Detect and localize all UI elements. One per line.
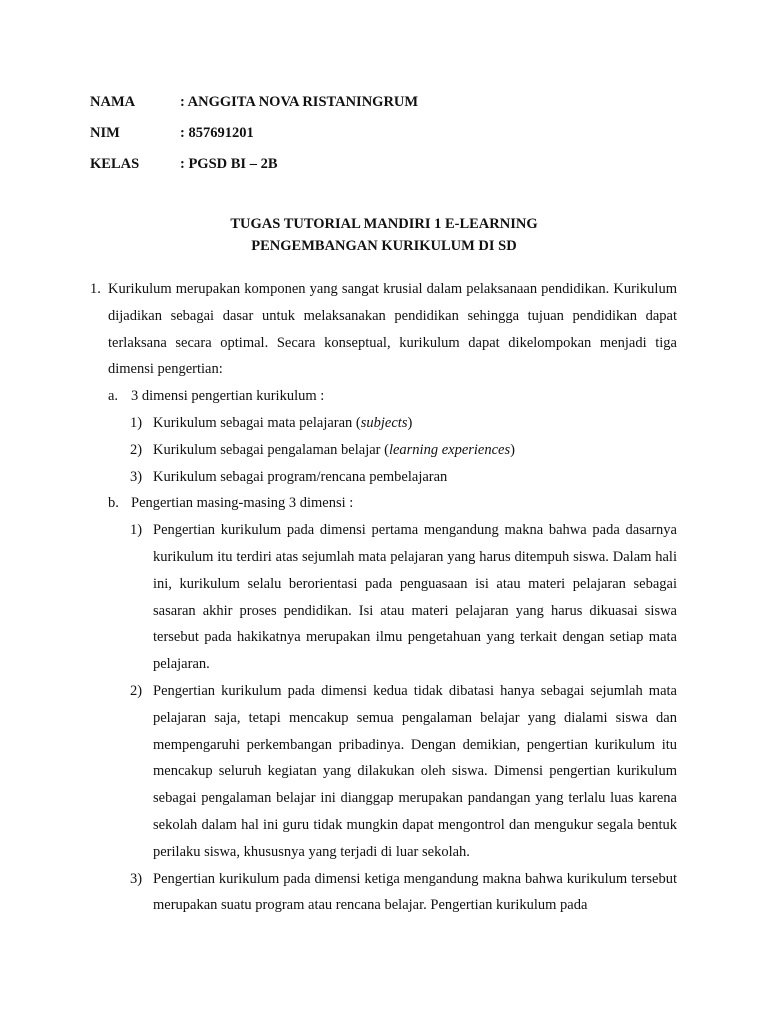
document-title-line-2: PENGEMBANGAN KURIKULUM DI SD	[251, 238, 517, 254]
class-label: KELAS	[90, 156, 140, 172]
point-b-2	[90, 678, 677, 866]
name-label: NAMA	[90, 94, 136, 110]
point-a-2	[90, 437, 677, 464]
sub-item-b	[90, 490, 677, 517]
list-number: 1.	[90, 281, 101, 297]
point-number: 1)	[130, 522, 143, 539]
nim-value: : 857691201	[180, 125, 254, 141]
point-italic: learning experiences	[388, 441, 511, 458]
point-text: Kurikulum sebagai mata pelajaran (	[153, 414, 361, 431]
identity-row-class	[90, 154, 418, 185]
point-text-end: )	[407, 414, 413, 431]
sub-letter: b.	[108, 495, 119, 512]
document-title-line-1: TUGAS TUTORIAL MANDIRI 1 E-LEARNING	[230, 216, 538, 232]
point-italic: subjects	[360, 414, 408, 431]
paragraph-text: Kurikulum merupakan komponen yang sangat krusial dalam pelaksanaan pendidikan. Kurikulum dijadikan sebagai dasar untuk melaksanakan pendidikan sehingga tujuan pendidikan dapat terlaksana secara optimal. Secara konseptual, kurikulum dapat dikelompokan menjadi tiga dimensi pengertian:	[108, 281, 677, 378]
point-text: Kurikulum sebagai program/rencana pembelajaran	[153, 468, 448, 485]
point-number: 3)	[130, 468, 143, 485]
list-item-1	[90, 276, 677, 383]
sub-item-text: 3 dimensi pengertian kurikulum :	[131, 388, 325, 405]
point-b-1	[90, 517, 677, 678]
sub-item-text: Pengertian masing-masing 3 dimensi :	[131, 495, 354, 512]
point-number: 2)	[130, 682, 143, 699]
nim-label: NIM	[90, 125, 120, 141]
sub-item-a	[90, 383, 677, 410]
point-text: Pengertian kurikulum pada dimensi kedua tidak dibatasi hanya sebagai sejumlah mata pelajaran saja, tetapi mencakup semua pengalaman belajar yang dialami siswa dan mempengaruhi perkembangan pribadinya. Dengan demikian, pengertian kurikulum itu mencakup seluruh kegiatan yang dilakukan oleh siswa. Dimensi pengertian kurikulum sebagai pengalaman belajar ini dianggap merupakan pandangan yang terlalu luas karena sekolah dalam hal ini guru tidak mungkin dapat mengontrol dan mengukur segala bentuk perilaku siswa, khususnya yang terjadi di luar sekolah.	[153, 682, 677, 860]
point-number: 2)	[130, 441, 143, 458]
point-number: 1)	[130, 414, 143, 431]
point-b-3	[90, 866, 677, 920]
point-a-1	[90, 410, 677, 437]
sub-letter: a.	[108, 388, 119, 405]
document-body	[90, 276, 677, 919]
name-value: : ANGGITA NOVA RISTANINGRUM	[180, 94, 419, 110]
identity-row-name	[90, 92, 418, 123]
identity-block	[90, 92, 418, 185]
class-value: : PGSD BI – 2B	[180, 156, 278, 172]
point-text: Kurikulum sebagai pengalaman belajar (	[153, 441, 389, 458]
point-text-end: )	[510, 441, 515, 458]
point-text: Pengertian kurikulum pada dimensi pertama mengandung makna bahwa pada dasarnya kurikulum itu terdiri atas sejumlah mata pelajaran yang harus ditempuh siswa. Dalam hali ini, kurikulum selalu berorientasi pada penguasaan isi atau materi pelajaran sebagai sasaran akhir proses pendidikan. Isi atau materi pelajaran yang harus dikuasai siswa tersebut pada hakikatnya merupakan ilmu pengetahuan yang terkait dengan setiap mata pelajaran.	[153, 522, 677, 673]
point-text: Pengertian kurikulum pada dimensi ketiga mengandung makna bahwa kurikulum tersebut merupakan suatu program atau rencana belajar. Pengertian kurikulum pada	[153, 870, 677, 914]
point-a-3	[90, 464, 677, 491]
point-number: 3)	[130, 870, 143, 887]
identity-row-nim	[90, 123, 418, 154]
